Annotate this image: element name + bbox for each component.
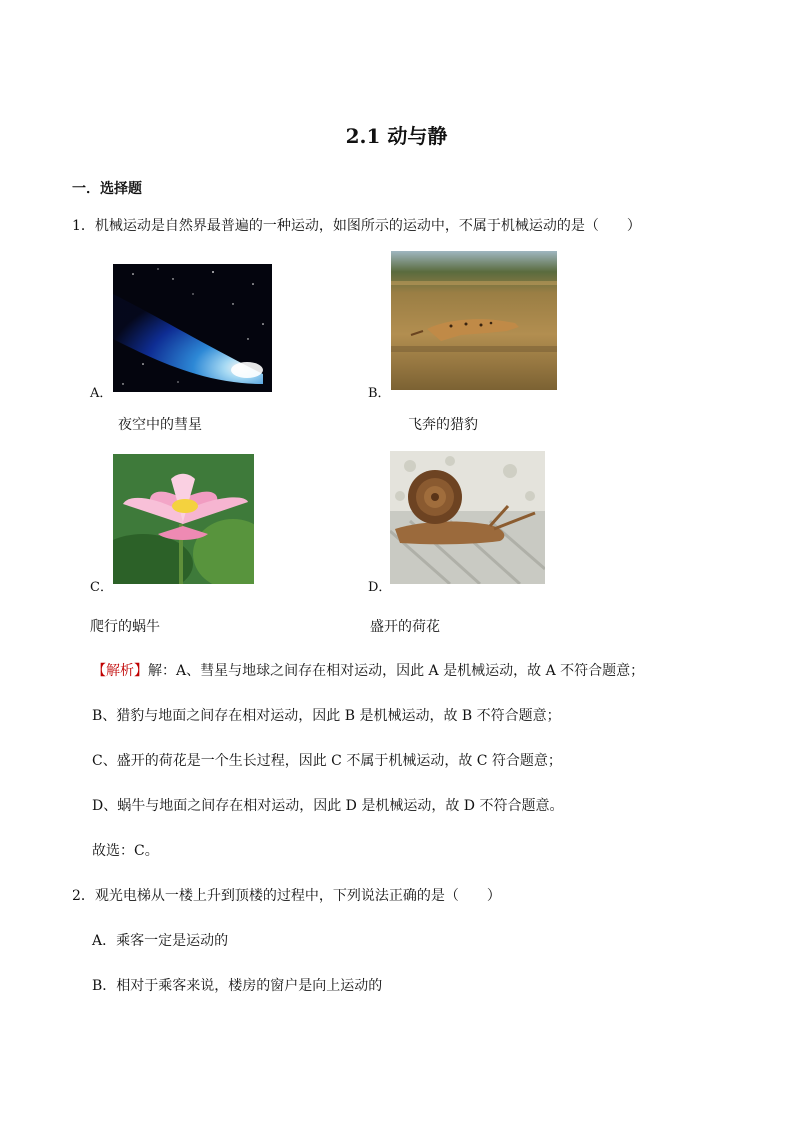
analysis-line-4: D、蜗牛与地面之间存在相对运动，因此 D 是机械运动，故 D 不符合题意。	[92, 798, 564, 814]
analysis-line-1	[92, 661, 644, 681]
option-d-caption: 盛开的荷花	[370, 619, 440, 635]
analysis-text-1: 解：A、彗星与地球之间存在相对运动，因此 A 是机械运动，故 A 不符合题意；	[148, 663, 645, 679]
lotus-image	[113, 454, 254, 584]
comet-image	[113, 264, 272, 392]
section-heading: 一．选择题	[72, 181, 142, 197]
snail-image	[390, 451, 545, 584]
option-b-caption: 飞奔的猎豹	[408, 417, 478, 433]
option-c-caption: 爬行的蜗牛	[90, 619, 160, 635]
question-2-option-b: B．相对于乘客来说，楼房的窗户是向上运动的	[92, 978, 383, 994]
option-a-label: A．	[90, 386, 113, 401]
question-2-option-a: A．乘客一定是运动的	[92, 933, 229, 949]
cheetah-image	[391, 251, 557, 390]
option-a-caption: 夜空中的彗星	[118, 417, 202, 433]
option-b-label: B．	[368, 386, 391, 401]
option-c-label: C．	[90, 580, 113, 595]
analysis-tag: 【解析】	[92, 663, 148, 679]
analysis-line-2: B、猎豹与地面之间存在相对运动，因此 B 是机械运动，故 B 不符合题意；	[92, 708, 561, 724]
analysis-line-3: C、盛开的荷花是一个生长过程，因此 C 不属于机械运动，故 C 符合题意；	[92, 753, 562, 769]
analysis-answer: 故选：C。	[92, 843, 159, 859]
page-title: 2.1 动与静	[345, 124, 448, 148]
option-d-label: D．	[368, 580, 392, 595]
question-1-stem: 1．机械运动是自然界最普遍的一种运动，如图所示的运动中，不属于机械运动的是（ ）	[72, 218, 641, 234]
question-2-stem: 2．观光电梯从一楼上升到顶楼的过程中，下列说法正确的是（ ）	[72, 888, 501, 904]
